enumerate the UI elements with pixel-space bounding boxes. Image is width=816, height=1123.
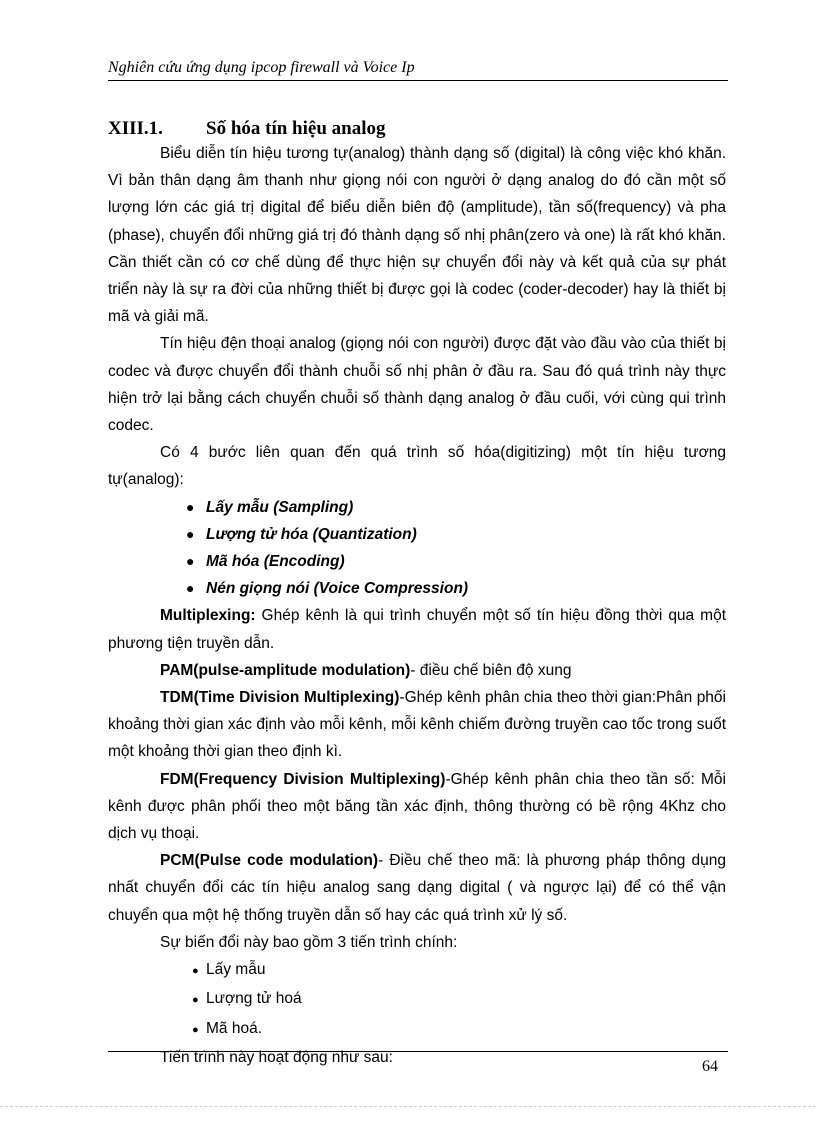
bullet-icon: ● — [186, 525, 195, 542]
list-item: ● Mã hoá. — [192, 1015, 726, 1044]
list-item: ● Lượng tử hoá — [192, 985, 726, 1014]
paragraph-process-outro: Tiến trình này hoạt động như sau: — [160, 1048, 393, 1066]
term: Multiplexing: — [160, 607, 256, 625]
definition: - Điều chế theo mã: là phương pháp thông dụng nhất chuyển đổi các tín hiệu analog sang dạng digital ( và ngược lại) để có thể vận chuyển qua một hệ thống truyền dẫn số hay các quá trình xử lý số. — [108, 852, 726, 924]
paragraph-intro: Biểu diễn tín hiệu tương tự(analog) thành dạng số (digital) là công việc khó khăn. Vì bản thân dạng âm thanh như giọng nói con người ở dạng analog do đó cần một số lượng lớn các giá trị digital để biểu diễn biên độ (amplitude), tần số(frequency) và pha (phase), chuyển đổi những giá trị đó thành dạng số nhị phân(zero và one) là rất khó khăn. Cần thiết cần có cơ chế dùng để thực hiện sự chuyển đổi này và kết quả của sự phát triển này là sự ra đời của những thiết bị được gọi là codec (coder-decoder) hay là thiết bị mã và giải mã. — [108, 145, 726, 326]
bullet-icon: ● — [186, 580, 195, 597]
page-number: 64 — [702, 1058, 718, 1075]
paragraph-codec: Tín hiệu đện thoại analog (giọng nói con người) được đặt vào đầu vào của thiết bị codec và được chuyển đổi thành chuỗi số nhị phân ở đầu ra. Sau đó quá trình này thực hiện trở lại bằng cách chuyển chuỗi số thành dạng analog ở đầu cuối, với cùng qui trình codec. — [108, 335, 726, 435]
running-header: Nghiên cứu ứng dụng ipcop firewall và Voice Ip — [108, 59, 415, 76]
paragraph-fdm — [108, 766, 726, 848]
process-list — [108, 956, 726, 1044]
definition: - điều chế biên độ xung — [410, 661, 572, 679]
section-heading — [108, 118, 386, 140]
term: PAM(pulse-amplitude modulation) — [160, 661, 411, 679]
page-boundary — [0, 1106, 816, 1107]
definition: Ghép kênh là qui trình chuyển một số tín hiệu đồng thời qua một phương tiện truyền dẫn. — [108, 607, 726, 652]
paragraph-process-intro: Sự biến đổi này bao gồm 3 tiến trình chính: — [160, 933, 458, 951]
header-rule — [108, 80, 728, 81]
term: PCM(Pulse code modulation) — [160, 852, 379, 870]
bullet-icon: ● — [186, 553, 195, 570]
list-item: ● Mã hóa (Encoding) — [186, 548, 726, 575]
paragraph-pcm — [108, 847, 726, 929]
list-item: ● Nén giọng nói (Voice Compression) — [186, 575, 726, 602]
paragraph-steps-intro: Có 4 bước liên quan đến quá trình số hóa(digitizing) một tín hiệu tương tự(analog): — [108, 444, 726, 489]
bullet-icon: ● — [186, 498, 195, 515]
definition: -Ghép kênh phân chia theo thời gian:Phân phối khoảng thời gian xác định vào mỗi kênh, mỗi kênh chiếm đường truyền cao tốc trong suốt một khoảng thời gian theo định kì. — [108, 689, 726, 761]
term: TDM(Time Division Multiplexing) — [160, 689, 400, 707]
paragraph-tdm — [108, 684, 726, 766]
bullet-icon: ● — [192, 1023, 199, 1036]
steps-list — [108, 494, 726, 603]
footer-rule — [108, 1051, 728, 1052]
bullet-icon: ● — [192, 994, 199, 1007]
bullet-icon: ● — [192, 965, 199, 978]
definition: -Ghép kênh phân chia theo tần số: Mỗi kênh được phân phối theo một băng tần xác định, thông thường có bề rộng 4Khz cho dịch vụ thoại. — [108, 770, 726, 843]
list-item: ● Lấy mẫu — [192, 956, 726, 985]
list-item: ● Lấy mẫu (Sampling) — [186, 494, 726, 521]
section-title: Số hóa tín hiệu analog — [206, 118, 386, 139]
paragraph-pam — [108, 657, 726, 684]
document-body — [108, 140, 726, 1071]
paragraph-multiplexing — [108, 602, 726, 656]
term: FDM(Frequency Division Multiplexing) — [160, 770, 446, 788]
list-item: ● Lượng tử hóa (Quantization) — [186, 521, 726, 548]
section-number: XIII.1. — [108, 118, 163, 139]
